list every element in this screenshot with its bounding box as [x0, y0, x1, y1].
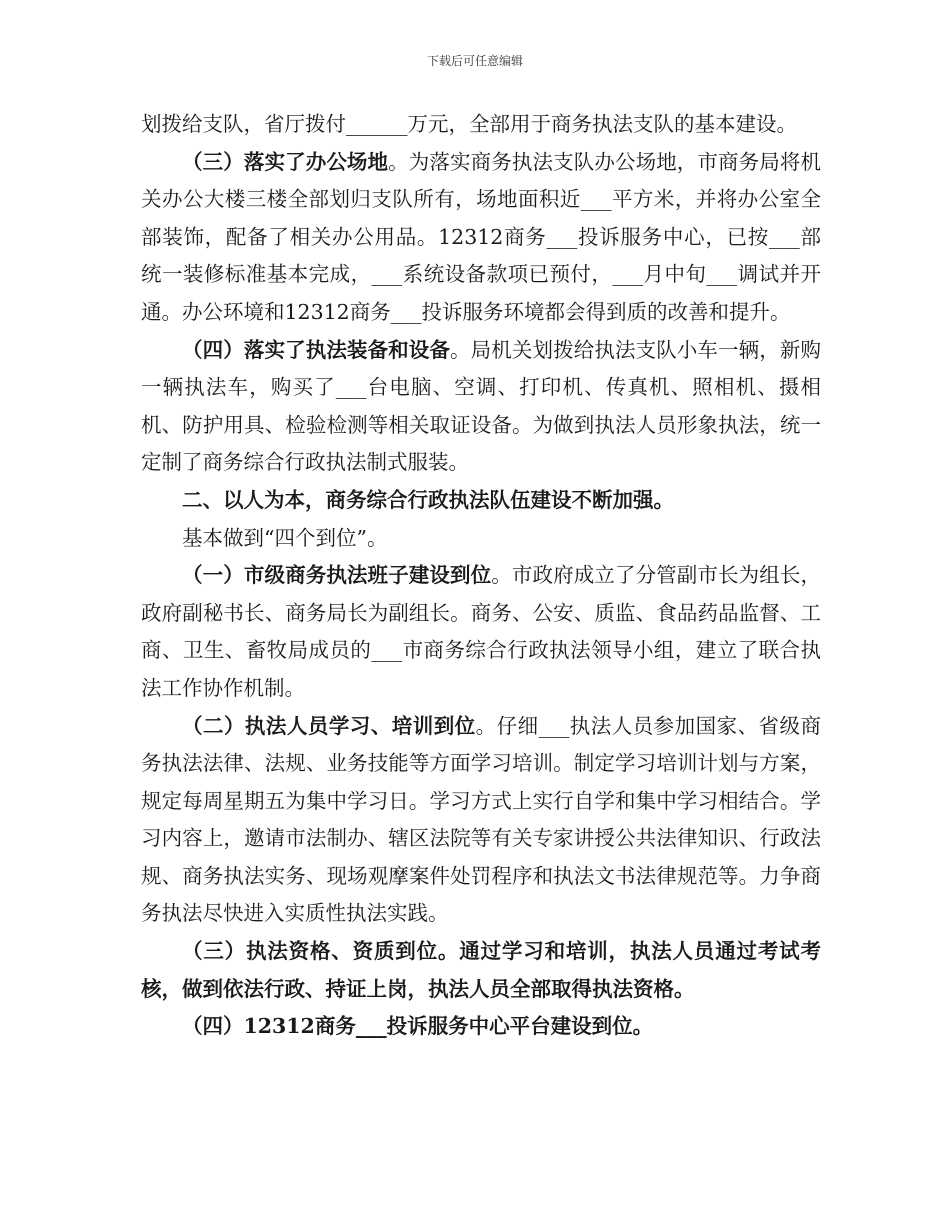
paragraph-2	[141, 144, 821, 332]
paragraph-3	[141, 332, 821, 482]
section-heading	[141, 482, 821, 520]
paragraph-text: 划拨给支队，省厅拨付______万元，全部用于商务执法支队的基本建设。	[141, 112, 797, 136]
paragraph-text: 。市政府成立了分管副市长为组长，政府副秘书长、商务局长为副组长。商务、公安、质监、食品药品监督、工商、卫生、畜牧局成员的___市商务综合行政执法领导小组，建立了联合执法工作协作机制。	[141, 563, 821, 700]
paragraph-heading: （二）执法人员学习、培训到位	[182, 713, 476, 738]
paragraph-heading: （四）落实了执法装备和设备	[182, 337, 451, 362]
paragraph-text: 基本做到“四个到位”。	[182, 525, 388, 550]
paragraph-5	[141, 520, 821, 558]
paragraph-9	[141, 1008, 821, 1046]
paragraph-heading: （四）12312商务___投诉服务中心平台建设到位。	[182, 1014, 654, 1039]
document-body	[141, 106, 821, 1046]
paragraph-6	[141, 557, 821, 707]
page-header: 下载后可任意编辑	[426, 54, 523, 68]
section-heading-text: 二、以人为本，商务综合行政执法队伍建设不断加强。	[182, 487, 674, 512]
paragraph-heading: （三）执法资格、资质到位。通过学习和培训，执法人员通过考试考核，做到依法行政、持证上岗，执法人员全部取得执法资格。	[141, 939, 821, 1001]
paragraph-7	[141, 708, 821, 934]
paragraph-1	[141, 106, 821, 144]
paragraph-text: 。仔细___执法人员参加国家、省级商务执法法律、法规、业务技能等方面学习培训。制定学习培训计划与方案，规定每周星期五为集中学习日。学习方式上实行自学和集中学习相结合。学习内容上，邀请市法制办、辖区法院等有关专家讲授公共法律知识、行政法规、商务执法实务、现场观摩案件处罚程序和执法文书法律规范等。力争商务执法尽快进入实质性执法实践。	[141, 713, 822, 926]
paragraph-text: 。局机关划拨给执法支队小车一辆，新购一辆执法车，购买了___台电脑、空调、打印机、传真机、照相机、摄相机、防护用具、检验检测等相关取证设备。为做到执法人员形象执法，统一定制了商务综合行政执法制式服装。	[141, 337, 822, 475]
paragraph-8	[141, 933, 821, 1008]
paragraph-heading: （一）市级商务执法班子建设到位	[182, 563, 492, 588]
paragraph-heading: （三）落实了办公场地	[182, 149, 389, 174]
paragraph-text: 。为落实商务执法支队办公场地，市商务局将机关办公大楼三楼全部划归支队所有，场地面积近___平方米，并将办公室全部装饰，配备了相关办公用品。12312商务___投诉服务中心，已按___部统一装修标准基本完成，___系统设备款项已预付，___月中旬___调试并开通。办公环境和12312商务___投诉服务环境都会得到质的改善和提升。	[141, 149, 822, 324]
